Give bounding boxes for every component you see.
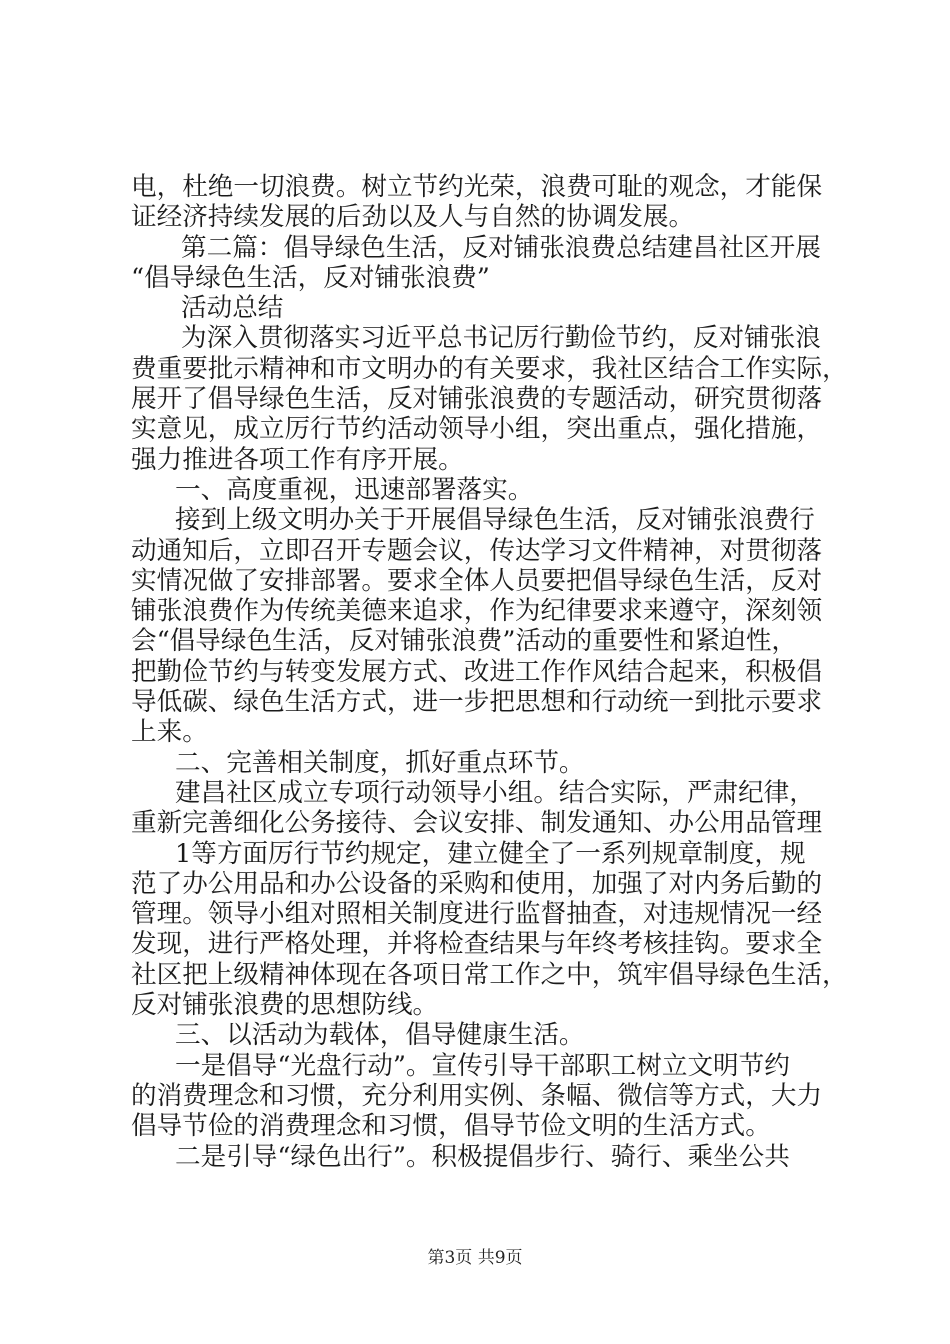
- paragraph-start: 为深入贯彻落实习近平总书记厉行勤俭节约，反对铺张浪: [181, 323, 821, 354]
- page-number-footer: 第3页 共9页: [427, 1248, 523, 1268]
- text-line: 反对铺张浪费的思想防线。: [131, 990, 439, 1021]
- text-line: 会“倡导绿色生活，反对铺张浪费”活动的重要性和紧迫性，: [131, 626, 798, 657]
- text-line: 证经济持续发展的后劲以及人与自然的协调发展。: [131, 202, 695, 233]
- text-line: 1等方面厉行节约规定，建立健全了一系列规章制度，规: [175, 838, 806, 869]
- text-line: 范了办公用品和办公设备的采购和使用，加强了对内务后勤的: [131, 868, 823, 899]
- text-line: 的消费理念和习惯，充分利用实例、条幅、微信等方式，大力: [131, 1080, 823, 1111]
- paragraph-start: 接到上级文明办关于开展倡导绿色生活，反对铺张浪费行: [175, 505, 815, 536]
- heading-two: 二、完善相关制度，抓好重点环节。: [175, 747, 585, 778]
- text-line: 倡导节俭的消费理念和习惯，倡导节俭文明的生活方式。: [131, 1111, 771, 1142]
- text-line: 展开了倡导绿色生活，反对铺张浪费的专题活动，研究贯彻落: [131, 384, 823, 415]
- text-line: 发现，进行严格处理，并将检查结果与年终考核挂钩。要求全: [131, 929, 823, 960]
- text-line: 实意见，成立厉行节约活动领导小组，突出重点，强化措施，: [131, 414, 823, 445]
- heading-one: 一、高度重视，迅速部署落实。: [175, 474, 534, 505]
- text-line: 动通知后，立即召开专题会议，传达学习文件精神，对贯彻落: [131, 535, 823, 566]
- text-line: 把勤俭节约与转变发展方式、改进工作作风结合起来，积极倡: [131, 656, 823, 687]
- text-line: 费重要批示精神和市文明办的有关要求，我社区结合工作实际，: [131, 353, 848, 384]
- paragraph-start: 一是倡导“光盘行动”。宣传引导干部职工树立文明节约: [175, 1050, 790, 1081]
- text-line: 导低碳、绿色生活方式，进一步把思想和行动统一到批示要求: [131, 687, 823, 718]
- text-line: 管理。领导小组对照相关制度进行监督抽查，对违规情况一经: [131, 899, 823, 930]
- section-subtitle: 活动总结: [181, 293, 284, 324]
- text-line: 社区把上级精神体现在各项日常工作之中，筑牢倡导绿色生活，: [131, 959, 848, 990]
- text-line: 铺张浪费作为传统美德来追求，作为纪律要求来遵守，深刻领: [131, 596, 823, 627]
- text-line: 电，杜绝一切浪费。树立节约光荣，浪费可耻的观念，才能保: [131, 172, 823, 202]
- paragraph-start: 二是引导“绿色出行”。积极提倡步行、骑行、乘坐公共: [175, 1141, 790, 1172]
- document-body: [131, 172, 848, 1172]
- paragraph-start: 建昌社区成立专项行动领导小组。结合实际，严肃纪律，: [175, 777, 815, 808]
- section-heading-continued: “倡导绿色生活，反对铺张浪费”: [131, 262, 490, 293]
- text-line: 上来。: [131, 717, 208, 748]
- text-line: 实情况做了安排部署。要求全体人员要把倡导绿色生活，反对: [131, 565, 823, 596]
- text-line: 重新完善细化公务接待、会议安排、制发通知、办公用品管理: [131, 808, 823, 839]
- text-line: 强力推进各项工作有序开展。: [131, 444, 464, 475]
- heading-three: 三、以活动为载体，倡导健康生活。: [175, 1020, 585, 1051]
- section-heading: 第二篇：倡导绿色生活，反对铺张浪费总结建昌社区开展: [181, 232, 821, 263]
